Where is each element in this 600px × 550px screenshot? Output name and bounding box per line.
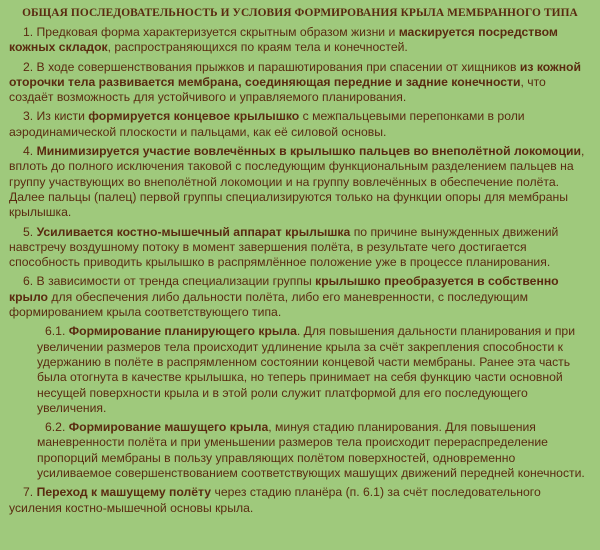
bold-phrase: Усиливается костно-мышечный аппарат крылышка bbox=[36, 224, 351, 239]
text-run: 5. bbox=[23, 224, 37, 239]
paragraph-p6-1 bbox=[37, 324, 591, 416]
bold-phrase: формируется концевое крылышко bbox=[88, 109, 300, 124]
paragraph-p7 bbox=[9, 485, 591, 516]
text-run: 2. В ходе совершенствования прыжков и парашютирования при спасении от хищников bbox=[23, 59, 520, 74]
paragraph-p6 bbox=[9, 274, 591, 320]
bold-phrase: Формирование машущего крыла bbox=[68, 420, 269, 435]
bold-phrase: из кожной оторочки тела развивается мембрана, соединяющая передние и задние конечности bbox=[9, 59, 581, 89]
bold-phrase: маскируется посредством кожных складок bbox=[9, 25, 558, 55]
text-run: , распространяющихся по краям тела и конечностей. bbox=[107, 40, 408, 55]
paragraph-p3 bbox=[9, 109, 591, 140]
text-run: с межпальцевыми перепонками в роли аэродинамической плоскости и пальцами, как её силовой основы. bbox=[9, 109, 525, 139]
bold-phrase: Формирование планирующего крыла bbox=[68, 324, 297, 339]
text-run: . Для повышения дальности планирования и при увеличении размеров тела происходит удлинение крыла за счёт закрепления способности к удержанию в полёте в распрямленном состоянии концевой части мембраны. Ранее эта часть была отогнута в качестве крылышка, но теперь принимает на себя функцию части основной несущей поверхности крыла и в этой роли служит платформой для его последующего увеличения. bbox=[37, 324, 576, 415]
text-run: 7. bbox=[23, 485, 37, 500]
text-run: через стадию планёра (п. 6.1) за счёт последовательного усиления костно-мышечной основы крыла. bbox=[9, 485, 541, 515]
paragraph-p2 bbox=[9, 60, 591, 106]
bold-phrase: Минимизируется участие вовлечённых в крылышко пальцев во внеполётной локомоции bbox=[36, 144, 581, 159]
paragraph-list bbox=[9, 25, 591, 516]
text-run: , что создаёт возможность для устойчивого и управляемого планирования. bbox=[9, 74, 546, 105]
bold-phrase: крылышко преобразуется в собственно крыло bbox=[9, 274, 559, 304]
text-run: 6. В зависимости от тренда специализации группы bbox=[23, 274, 316, 289]
paragraph-p6-2 bbox=[37, 420, 591, 481]
text-run: 3. Из кисти bbox=[23, 109, 89, 124]
text-run: по причине вынужденных движений навстречу воздушному потоку в момент завершения полёта, в результате чего достигается способность приводить крылышко в распрямлённое положение уже в процессе планирования. bbox=[9, 224, 559, 270]
paragraph-p4 bbox=[9, 144, 591, 220]
text-run: 4. bbox=[23, 144, 37, 159]
document-title: ОБЩАЯ ПОСЛЕДОВАТЕЛЬНОСТЬ И УСЛОВИЯ ФОРМИРОВАНИЯ КРЫЛА МЕМБРАННОГО ТИПА bbox=[22, 7, 578, 19]
paragraph-p1 bbox=[9, 25, 591, 56]
text-run: , вплоть до полного исключения таковой с последующим функциональным разделением пальцев на группу участвующих во внеполётной локомоции и на группу вовлечённых в обеспечение полёта. Далее пальцы (палец) первой группы специализируются только на функции опоры для мембраны крылышка. bbox=[9, 144, 585, 220]
text-run: 6.2. bbox=[45, 420, 69, 435]
text-run: 6.1. bbox=[45, 324, 69, 339]
text-run: , минуя стадию планирования. Для повышения маневренности полёта и при уменьшении размеров тела происходит перераспределение пропорций мембраны в пользу управляющих полётом поверхностей, одновременно усиливаемое совершенствованием соответствующих машущих движений передней конечности. bbox=[37, 420, 585, 481]
text-run: 1. Предковая форма характеризуется скрытным образом жизни и bbox=[23, 25, 399, 39]
bold-phrase: Переход к машущему полёту bbox=[36, 485, 212, 500]
text-run: для обеспечения либо дальности полёта, либо его маневренности, с последующим формированием крыла соответствующего типа. bbox=[9, 289, 528, 320]
paragraph-p5 bbox=[9, 225, 591, 271]
